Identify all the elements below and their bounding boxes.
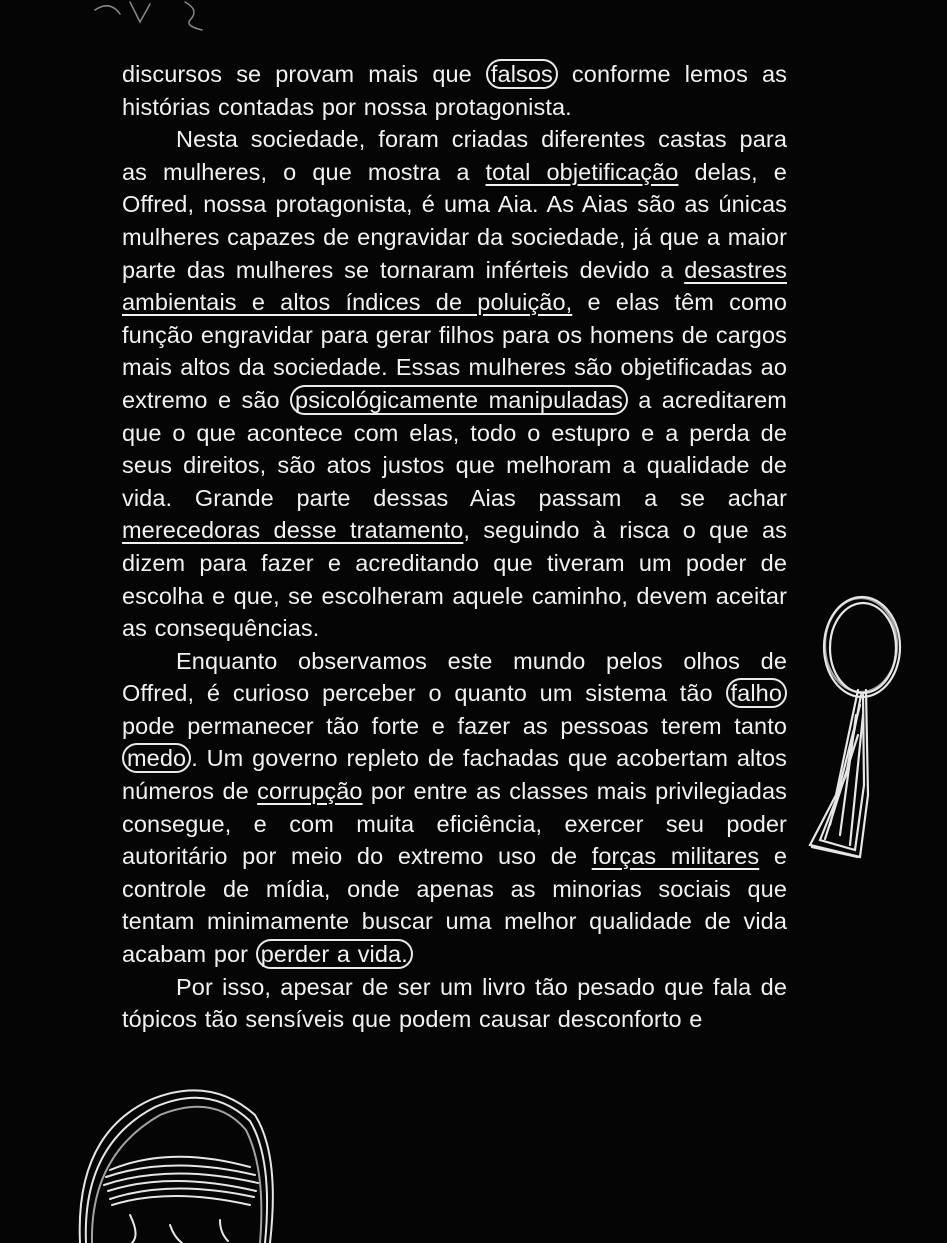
circled-phrase: falsos (486, 59, 558, 89)
text-run: a acreditarem que o que acontece com elas, todo o estupro e a perda de seus direitos, são atos justos que melhoram a qualidade de vida. Grande parte dessas Aias passam a se achar (122, 386, 787, 511)
text-run: Nesta sociedade, foram criadas diferentes castas para as mulheres, o que mostra a (122, 126, 787, 185)
underlined-phrase: corrupção (257, 778, 363, 805)
text-run: Por isso, apesar de ser um livro tão pesado que fala de tópicos tão sensíveis que podem causar desconforto e (122, 973, 787, 1033)
corner-scribble-icon (90, 0, 220, 40)
paragraph (122, 58, 787, 123)
text-run: e elas têm como função engravidar para gerar filhos para os homens de cargos mais altos da sociedade. Essas mulheres são objetificadas ao extremo e são (122, 289, 787, 413)
underlined-phrase: merecedoras desse tratamento (122, 517, 464, 544)
text-run: pode permanecer tão forte e fazer as pessoas terem tanto (122, 712, 787, 739)
text-run: e controle de mídia, onde apenas as minorias sociais que tentam minimamente buscar uma melhor qualidade de vida acabam por (122, 843, 787, 968)
bonnet-figure-drawing-icon (70, 1075, 285, 1243)
paragraph (122, 123, 787, 645)
underlined-phrase: forças militares (591, 843, 760, 870)
underlined-phrase: total objetificação (485, 158, 679, 185)
circled-phrase: psicológicamente manipuladas (290, 385, 628, 415)
text-run: discursos se provam mais que (122, 61, 486, 87)
essay-text (122, 58, 787, 1036)
circled-phrase: falho (726, 678, 787, 708)
text-run: delas, e Offred, nossa protagonista, é uma Aia. As Aias são as únicas mulheres capazes de engravidar da sociedade, já que a maior parte das mulheres se tornaram inférteis devido a (122, 158, 787, 283)
circled-phrase: medo (122, 743, 191, 773)
text-run: Enquanto observamos este mundo pelos olhos de Offred, é curioso perceber o quanto um sistema tão (122, 647, 787, 707)
circled-phrase: perder a vida. (256, 939, 413, 969)
text-run: . Um governo repleto de fachadas que acobertam altos números de (122, 745, 787, 805)
spoon-drawing-icon (800, 595, 915, 860)
paragraph (122, 971, 787, 1036)
paragraph (122, 645, 787, 971)
text-run: por entre as classes mais privilegiadas consegue, e com muita eficiência, exercer seu poder autoritário por meio do extremo uso de (122, 778, 787, 870)
underlined-phrase: desastres ambientais e altos índices de poluição, (122, 256, 787, 316)
text-run: , seguindo à risca o que as dizem para fazer e acreditando que tiveram um poder de escolha e que, se escolheram aquele caminho, devem aceitar as consequências. (122, 517, 787, 642)
text-run: conforme lemos as histórias contadas por nossa protagonista. (122, 61, 787, 120)
